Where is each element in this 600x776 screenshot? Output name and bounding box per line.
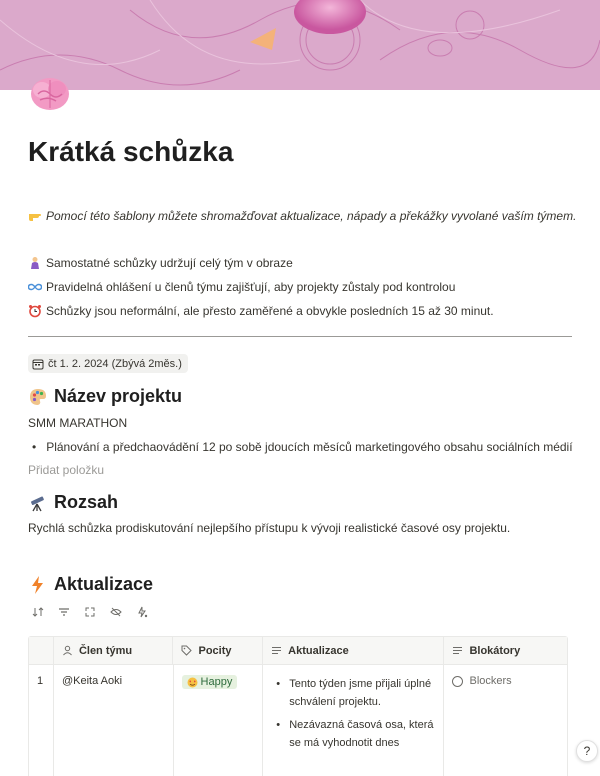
column-feelings[interactable]: [173, 637, 263, 664]
happy-tag: [182, 675, 238, 689]
intro-item-text: Pravidelná ohlášení u členů týmu zajišťují, aby projekty zůstaly pod kontrolou: [46, 280, 456, 294]
page-title[interactable]: Krátká schůzka: [28, 136, 234, 167]
filter-icon[interactable]: [56, 604, 72, 620]
column-label: Aktualizace: [288, 644, 349, 657]
alarm-clock-icon: [28, 304, 42, 318]
scope-heading: [28, 492, 118, 513]
palette-icon: [28, 387, 48, 407]
intro-item: [28, 280, 455, 294]
updates-heading: [28, 574, 153, 595]
brain-icon[interactable]: [28, 72, 72, 116]
divider: [28, 336, 572, 337]
list-item: • Nezávazná časová osa, která se má vyhodnotit dnes: [271, 716, 435, 752]
member-cell[interactable]: @Keita Aoki: [54, 665, 174, 776]
intro-item-text: Samostatné schůzky udržují celý tým v obraze: [46, 256, 293, 270]
scope-heading-text: Rozsah: [54, 492, 119, 512]
column-updates[interactable]: [263, 637, 444, 664]
feeling-cell[interactable]: [174, 665, 264, 776]
calendar-icon: [32, 358, 44, 370]
person-icon: [28, 256, 42, 270]
heart-eyes-icon: [187, 677, 198, 688]
expand-icon[interactable]: [82, 604, 98, 620]
table-header: [29, 637, 567, 665]
text-lines-icon: [271, 645, 282, 656]
row-index-header: [29, 637, 54, 664]
list-item-text: Plánování a předchaovádění 12 po sobě jdoucích měsíců marketingového obsahu sociálních médií: [46, 440, 573, 454]
infinity-icon: [28, 280, 42, 294]
intro-callout: [28, 209, 576, 223]
text-lines-icon: [452, 645, 463, 656]
tag-icon: [181, 645, 192, 656]
intro-item: [28, 256, 293, 270]
table-row[interactable]: [29, 665, 567, 776]
project-heading-text: Název projektu: [54, 386, 183, 406]
person-icon: [62, 645, 73, 656]
column-label: Člen týmu: [78, 644, 133, 657]
bullet-dot: •: [32, 440, 37, 454]
scope-text[interactable]: Rychlá schůzka prodiskutování nejlepšího přístupu k vývoji realistické časové osy projektu.: [28, 521, 511, 535]
blocker-cell[interactable]: [444, 665, 567, 776]
project-heading: [28, 386, 182, 407]
updates-heading-text: Aktualizace: [54, 574, 154, 594]
row-index: 1: [29, 665, 54, 776]
pointing-hand-icon: [28, 209, 42, 223]
cover-image: [0, 0, 600, 90]
project-name[interactable]: SMM MARATHON: [28, 416, 128, 430]
lightning-icon: [28, 575, 48, 595]
column-label: Blokátory: [469, 644, 521, 657]
column-blockers[interactable]: [444, 637, 567, 664]
updates-table: [28, 636, 568, 776]
column-member[interactable]: [54, 637, 174, 664]
intro-item-text: Schůzky jsou neformální, ale přesto zaměřené a obvykle posledních 15 až 30 minut.: [46, 304, 494, 318]
feeling-label: Happy: [200, 676, 233, 688]
automation-icon[interactable]: [134, 604, 150, 620]
updates-cell[interactable]: [263, 665, 444, 776]
list-item: • Tento týden jsme přijali úplné schválení projektu.: [271, 675, 435, 711]
hide-icon[interactable]: [108, 604, 124, 620]
circle-icon: [452, 676, 463, 687]
intro-callout-text: Pomocí této šablony můžete shromažďovat aktualizace, nápady a překážky vyvolané vaším týmem.: [46, 209, 577, 223]
telescope-icon: [28, 493, 48, 513]
help-button[interactable]: ?: [576, 740, 598, 762]
database-toolbar: [30, 604, 150, 620]
sort-icon[interactable]: [30, 604, 46, 620]
intro-item: [28, 304, 494, 318]
list-item[interactable]: [32, 440, 573, 454]
column-label: Pocity: [198, 644, 232, 657]
date-label: čt 1. 2. 2024 (Zbývá 2měs.): [48, 357, 182, 370]
add-item-button[interactable]: Přidat položku: [28, 463, 105, 477]
blocker-label: Blockers: [469, 675, 512, 687]
date-mention[interactable]: [28, 354, 188, 373]
